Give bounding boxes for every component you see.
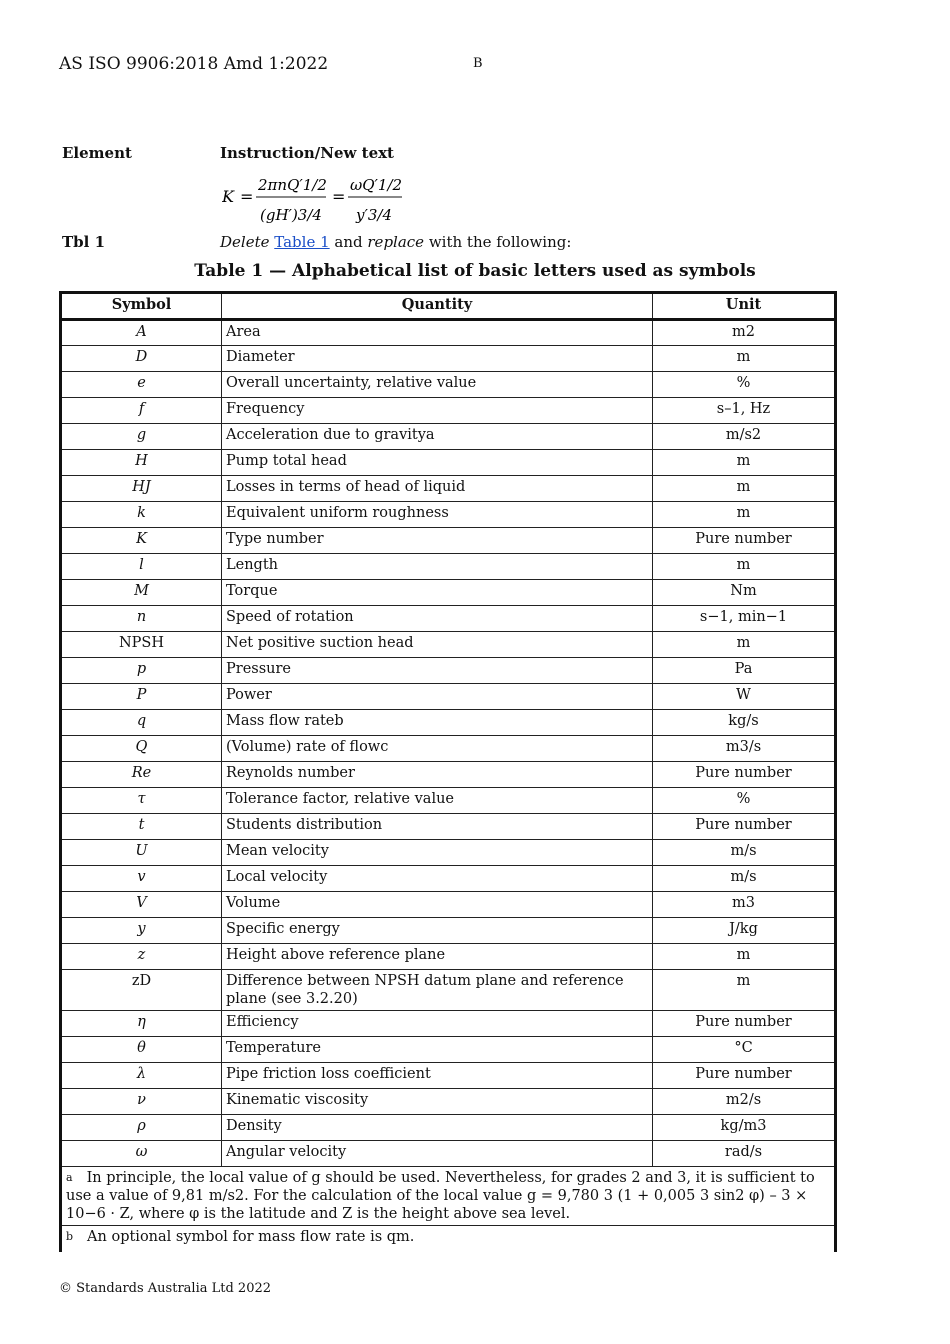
formula-denominator-1: (gH′)3/4 bbox=[260, 206, 322, 224]
cell-symbol: A bbox=[61, 320, 222, 346]
cell-quantity: Overall uncertainty, relative value bbox=[222, 372, 653, 398]
cell-quantity: Angular velocity bbox=[222, 1141, 653, 1167]
cell-quantity: Net positive suction head bbox=[222, 632, 653, 658]
cell-symbol: NPSH bbox=[61, 632, 222, 658]
table-row bbox=[61, 1011, 836, 1037]
table-row bbox=[61, 762, 836, 788]
cell-unit: m bbox=[653, 476, 836, 502]
cell-quantity: Students distribution bbox=[222, 814, 653, 840]
cell-quantity: Mass flow rateb bbox=[222, 710, 653, 736]
table-row bbox=[61, 710, 836, 736]
cell-symbol: zD bbox=[61, 970, 222, 1011]
instruction-text bbox=[220, 233, 571, 251]
header-symbol: Symbol bbox=[61, 293, 222, 320]
cell-quantity: Tolerance factor, relative value bbox=[222, 788, 653, 814]
page-letter: B bbox=[473, 56, 483, 71]
table-row bbox=[61, 424, 836, 450]
table-row bbox=[61, 1115, 836, 1141]
table-row bbox=[61, 684, 836, 710]
cell-unit: Pure number bbox=[653, 814, 836, 840]
cell-symbol: η bbox=[61, 1011, 222, 1037]
cell-unit: Nm bbox=[653, 580, 836, 606]
cell-quantity: Efficiency bbox=[222, 1011, 653, 1037]
footnote-mark: a bbox=[66, 1171, 73, 1184]
cell-unit: m2 bbox=[653, 320, 836, 346]
cell-symbol: λ bbox=[61, 1063, 222, 1089]
table-row bbox=[61, 528, 836, 554]
table-header-row bbox=[61, 293, 836, 320]
type-number-formula bbox=[222, 168, 412, 232]
cell-quantity: Height above reference plane bbox=[222, 944, 653, 970]
cell-unit: m/s2 bbox=[653, 424, 836, 450]
cell-unit: m bbox=[653, 944, 836, 970]
cell-quantity: Losses in terms of head of liquid bbox=[222, 476, 653, 502]
cell-quantity: Torque bbox=[222, 580, 653, 606]
element-label: Tbl 1 bbox=[62, 233, 106, 251]
delete-word: Delete bbox=[220, 233, 270, 251]
table-row bbox=[61, 814, 836, 840]
cell-unit: s–1, Hz bbox=[653, 398, 836, 424]
table-row bbox=[61, 606, 836, 632]
cell-quantity: Acceleration due to gravitya bbox=[222, 424, 653, 450]
cell-quantity: Difference between NPSH datum plane and reference plane (see 3.2.20) bbox=[222, 970, 653, 1011]
cell-unit: Pa bbox=[653, 658, 836, 684]
symbols-table bbox=[59, 291, 837, 1252]
cell-symbol: M bbox=[61, 580, 222, 606]
cell-symbol: l bbox=[61, 554, 222, 580]
formula-equals-2: = bbox=[332, 187, 346, 206]
table-row bbox=[61, 320, 836, 346]
cell-symbol: p bbox=[61, 658, 222, 684]
cell-quantity: Area bbox=[222, 320, 653, 346]
table-row bbox=[61, 476, 836, 502]
cell-quantity: Equivalent uniform roughness bbox=[222, 502, 653, 528]
cell-quantity: Power bbox=[222, 684, 653, 710]
table-row bbox=[61, 1037, 836, 1063]
cell-quantity: Density bbox=[222, 1115, 653, 1141]
cell-quantity: Speed of rotation bbox=[222, 606, 653, 632]
formula-denominator-2: y′3/4 bbox=[356, 206, 393, 224]
table-1-link[interactable]: Table 1 bbox=[274, 233, 330, 251]
cell-quantity: Pump total head bbox=[222, 450, 653, 476]
cell-symbol: t bbox=[61, 814, 222, 840]
and-word: and bbox=[329, 233, 368, 251]
cell-symbol: V bbox=[61, 892, 222, 918]
cell-unit: J/kg bbox=[653, 918, 836, 944]
cell-symbol: τ bbox=[61, 788, 222, 814]
table-row bbox=[61, 502, 836, 528]
cell-symbol: K bbox=[61, 528, 222, 554]
cell-quantity: Diameter bbox=[222, 346, 653, 372]
footnote-row bbox=[61, 1226, 836, 1252]
instruction-rest: with the following: bbox=[424, 233, 572, 251]
cell-unit: Pure number bbox=[653, 1063, 836, 1089]
cell-unit: m bbox=[653, 502, 836, 528]
cell-symbol: g bbox=[61, 424, 222, 450]
cell-unit: Pure number bbox=[653, 1011, 836, 1037]
table-row bbox=[61, 398, 836, 424]
cell-unit: s−1, min−1 bbox=[653, 606, 836, 632]
cell-quantity: Type number bbox=[222, 528, 653, 554]
formula-numerator-1: 2πnQ′1/2 bbox=[258, 176, 327, 194]
cell-symbol: Re bbox=[61, 762, 222, 788]
table-row bbox=[61, 944, 836, 970]
table-row bbox=[61, 450, 836, 476]
cell-unit: m/s bbox=[653, 866, 836, 892]
cell-quantity: Temperature bbox=[222, 1037, 653, 1063]
table-row bbox=[61, 1063, 836, 1089]
table-row bbox=[61, 372, 836, 398]
instruction-column-heading: Instruction/New text bbox=[220, 144, 394, 162]
cell-symbol: n bbox=[61, 606, 222, 632]
cell-unit: m bbox=[653, 632, 836, 658]
cell-unit: m bbox=[653, 450, 836, 476]
cell-quantity: Kinematic viscosity bbox=[222, 1089, 653, 1115]
cell-unit: m/s bbox=[653, 840, 836, 866]
table-row bbox=[61, 840, 836, 866]
cell-quantity: Length bbox=[222, 554, 653, 580]
footnote-text: In principle, the local value of g should be used. Nevertheless, for grades 2 and 3, it is sufficient to use a value of 9,81 m/s2. For the calculation of the local value g = 9,780 3 (1 + 0,005 3 sin2 φ) – 3 × 10−6 · Z, where φ is the latitude and Z is the height above sea level. bbox=[66, 1170, 815, 1222]
table-row bbox=[61, 970, 836, 1011]
cell-symbol: HJ bbox=[61, 476, 222, 502]
table-row bbox=[61, 892, 836, 918]
copyright-footer: © Standards Australia Ltd 2022 bbox=[59, 1281, 272, 1296]
cell-unit: % bbox=[653, 372, 836, 398]
cell-quantity: Local velocity bbox=[222, 866, 653, 892]
cell-symbol: P bbox=[61, 684, 222, 710]
cell-symbol: f bbox=[61, 398, 222, 424]
table-row bbox=[61, 1089, 836, 1115]
table-caption: Table 1 — Alphabetical list of basic letters used as symbols bbox=[194, 261, 756, 281]
footnote-mark: b bbox=[66, 1230, 74, 1243]
cell-symbol: θ bbox=[61, 1037, 222, 1063]
cell-quantity: Reynolds number bbox=[222, 762, 653, 788]
cell-symbol: q bbox=[61, 710, 222, 736]
formula-equals-1: = bbox=[240, 187, 254, 206]
cell-symbol: e bbox=[61, 372, 222, 398]
cell-quantity: Specific energy bbox=[222, 918, 653, 944]
formula-lhs: K bbox=[222, 187, 234, 206]
cell-unit: rad/s bbox=[653, 1141, 836, 1167]
cell-unit: m3/s bbox=[653, 736, 836, 762]
cell-quantity: Pipe friction loss coefficient bbox=[222, 1063, 653, 1089]
footnote-row bbox=[61, 1167, 836, 1226]
document-identifier: AS ISO 9906:2018 Amd 1:2022 bbox=[59, 54, 329, 74]
cell-symbol: ν bbox=[61, 1089, 222, 1115]
header-quantity: Quantity bbox=[222, 293, 653, 320]
cell-symbol: z bbox=[61, 944, 222, 970]
table-body bbox=[61, 320, 836, 1252]
table-row bbox=[61, 736, 836, 762]
cell-quantity: Mean velocity bbox=[222, 840, 653, 866]
element-column-heading: Element bbox=[62, 144, 132, 162]
footnote bbox=[61, 1167, 836, 1226]
cell-symbol: D bbox=[61, 346, 222, 372]
cell-quantity: (Volume) rate of flowc bbox=[222, 736, 653, 762]
table-row bbox=[61, 918, 836, 944]
cell-unit: kg/s bbox=[653, 710, 836, 736]
cell-symbol: U bbox=[61, 840, 222, 866]
table-row bbox=[61, 658, 836, 684]
table-row bbox=[61, 866, 836, 892]
cell-symbol: y bbox=[61, 918, 222, 944]
table-row bbox=[61, 632, 836, 658]
cell-symbol: ω bbox=[61, 1141, 222, 1167]
table-row bbox=[61, 1141, 836, 1167]
table-row bbox=[61, 580, 836, 606]
header-unit: Unit bbox=[653, 293, 836, 320]
cell-unit: Pure number bbox=[653, 528, 836, 554]
cell-quantity: Volume bbox=[222, 892, 653, 918]
cell-unit: m bbox=[653, 970, 836, 1011]
footnote-text: An optional symbol for mass flow rate is qm. bbox=[87, 1229, 415, 1245]
cell-symbol: H bbox=[61, 450, 222, 476]
cell-unit: W bbox=[653, 684, 836, 710]
cell-symbol: k bbox=[61, 502, 222, 528]
table-row bbox=[61, 788, 836, 814]
cell-unit: kg/m3 bbox=[653, 1115, 836, 1141]
cell-symbol: Q bbox=[61, 736, 222, 762]
cell-unit: % bbox=[653, 788, 836, 814]
cell-symbol: ρ bbox=[61, 1115, 222, 1141]
cell-unit: °C bbox=[653, 1037, 836, 1063]
table-row bbox=[61, 554, 836, 580]
replace-word: replace bbox=[367, 233, 425, 251]
formula-numerator-2: ωQ′1/2 bbox=[350, 176, 403, 194]
formula-graphic bbox=[222, 168, 412, 228]
cell-unit: m bbox=[653, 346, 836, 372]
cell-symbol: v bbox=[61, 866, 222, 892]
cell-quantity: Frequency bbox=[222, 398, 653, 424]
cell-unit: Pure number bbox=[653, 762, 836, 788]
table-row bbox=[61, 346, 836, 372]
cell-quantity: Pressure bbox=[222, 658, 653, 684]
cell-unit: m bbox=[653, 554, 836, 580]
cell-unit: m3 bbox=[653, 892, 836, 918]
cell-unit: m2/s bbox=[653, 1089, 836, 1115]
footnote bbox=[61, 1226, 836, 1252]
